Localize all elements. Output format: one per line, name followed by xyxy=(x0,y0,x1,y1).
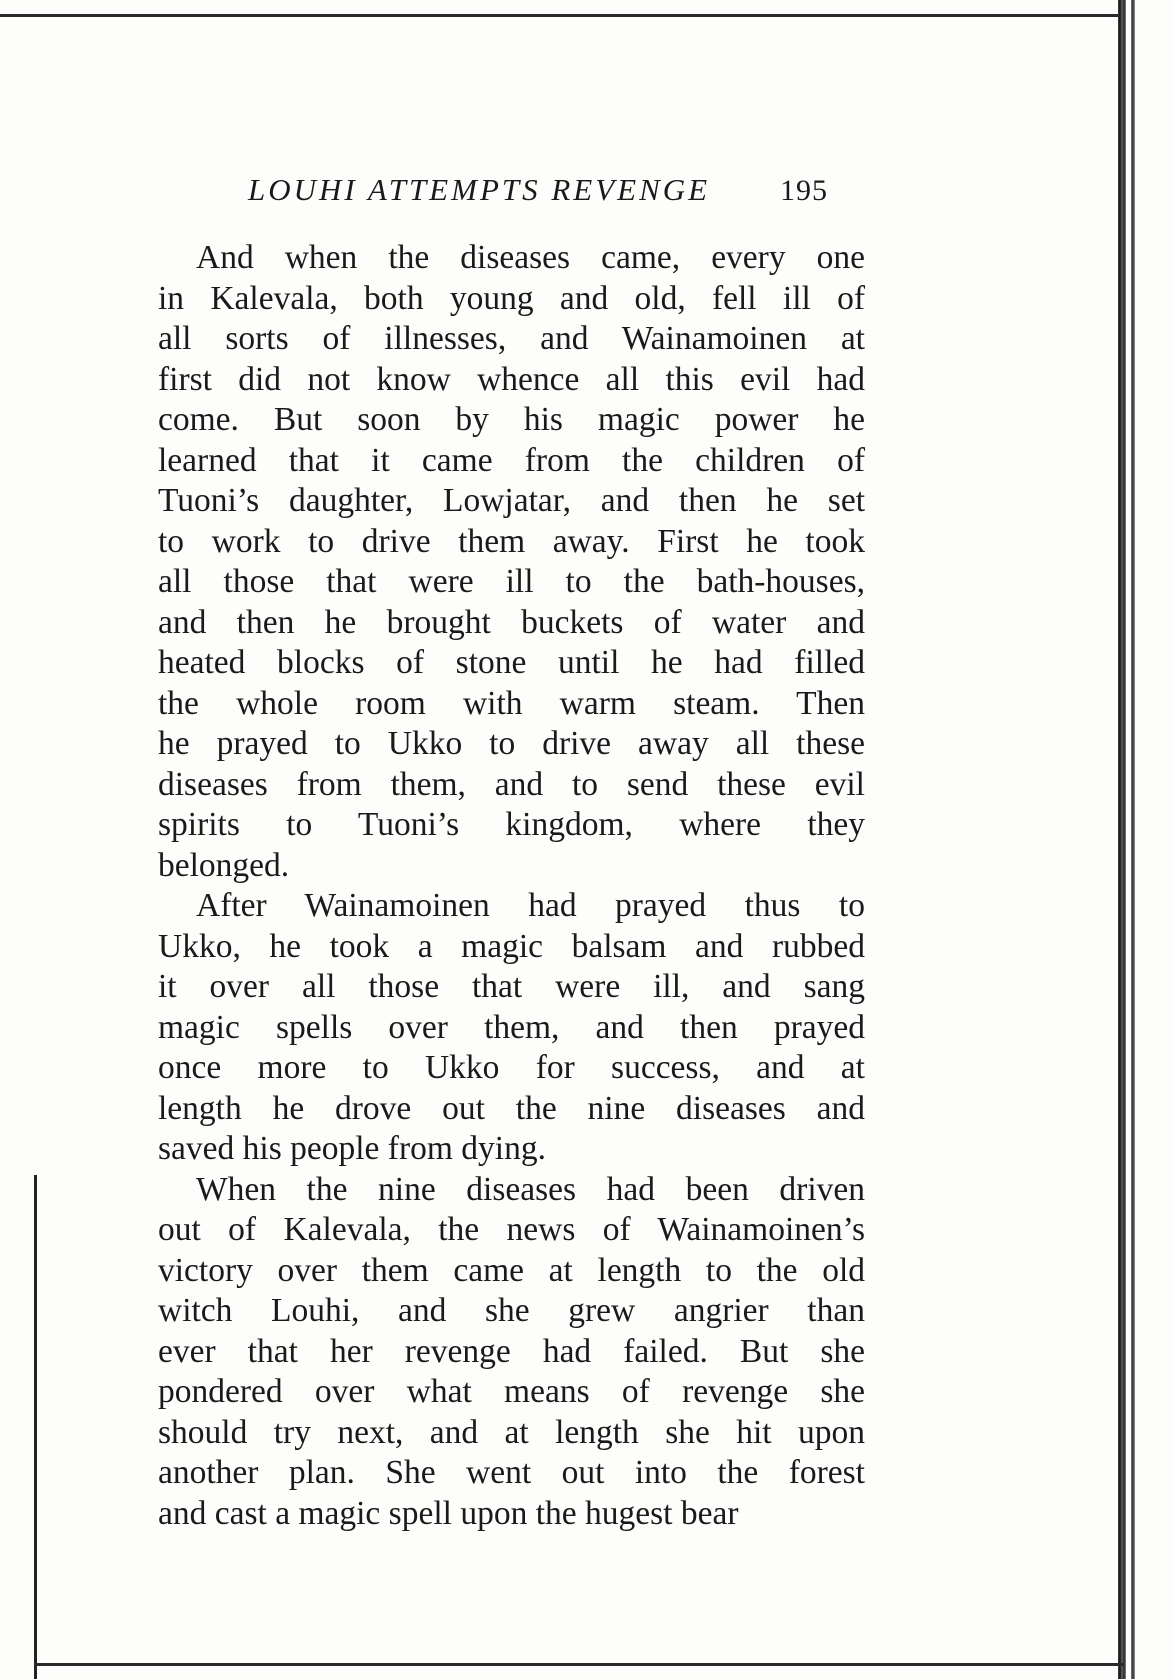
text-line: Tuoni’s daughter, Lowjatar, and then he set xyxy=(158,482,865,519)
text-line: magic spells over them, and then prayed xyxy=(158,1008,865,1046)
text-line: the whole room with warm steam. Then xyxy=(158,684,865,722)
scan-right-edge-outer xyxy=(1131,0,1135,1679)
text-line: in Kalevala, both young and old, fell ill of xyxy=(158,279,865,317)
text-line: and cast a magic spell upon the hugest bear xyxy=(158,1494,739,1532)
text-line: belonged. xyxy=(158,846,290,884)
text-line: he prayed to Ukko to drive away all these xyxy=(158,725,865,762)
text-line: victory over them came at length to the old xyxy=(158,1251,865,1289)
scan-left-edge xyxy=(34,1175,37,1679)
text-line: first did not know whence all this evil had xyxy=(158,360,865,398)
text-line: saved his people from dying. xyxy=(158,1130,546,1167)
text-line: to work to drive them away. First he took xyxy=(158,522,865,560)
text-line: out of Kalevala, the news of Wainamoinen’s xyxy=(158,1211,865,1248)
text-line: another plan. She went out into the forest xyxy=(158,1454,865,1491)
scan-top-edge xyxy=(0,14,1118,17)
body-text xyxy=(158,238,865,1534)
text-line: witch Louhi, and she grew angrier than xyxy=(158,1292,865,1329)
scan-bottom-edge xyxy=(34,1663,1124,1666)
paragraph xyxy=(158,1170,865,1535)
text-line: it over all those that were ill, and sang xyxy=(158,968,865,1005)
text-line: should try next, and at length she hit upon xyxy=(158,1413,865,1451)
text-line: and then he brought buckets of water and xyxy=(158,603,865,641)
scan-right-edge xyxy=(1118,0,1126,1679)
text-line: spirits to Tuoni’s kingdom, where they xyxy=(158,806,865,843)
text-line: pondered over what means of revenge she xyxy=(158,1373,865,1410)
text-line: ever that her revenge had failed. But she xyxy=(158,1332,865,1370)
text-line: all those that were ill to the bath-houses, xyxy=(158,563,865,600)
text-line: After Wainamoinen had prayed thus to xyxy=(196,887,865,924)
text-line: length he drove out the nine diseases and xyxy=(158,1089,865,1127)
text-line: learned that it came from the children of xyxy=(158,441,865,479)
text-line: heated blocks of stone until he had filled xyxy=(158,644,865,681)
text-line: diseases from them, and to send these evil xyxy=(158,765,865,803)
text-line: all sorts of illnesses, and Wainamoinen at xyxy=(158,320,865,357)
text-line: once more to Ukko for success, and at xyxy=(158,1049,865,1086)
text-line: When the nine diseases had been driven xyxy=(196,1170,865,1208)
paragraph xyxy=(158,238,865,886)
page-number: 195 xyxy=(780,174,828,207)
page-header xyxy=(248,172,828,212)
text-line: And when the diseases came, every one xyxy=(196,239,865,276)
running-head: LOUHI ATTEMPTS REVENGE xyxy=(248,172,711,207)
paragraph xyxy=(158,886,865,1170)
text-line: Ukko, he took a magic balsam and rubbed xyxy=(158,927,865,965)
text-line: come. But soon by his magic power he xyxy=(158,401,865,438)
